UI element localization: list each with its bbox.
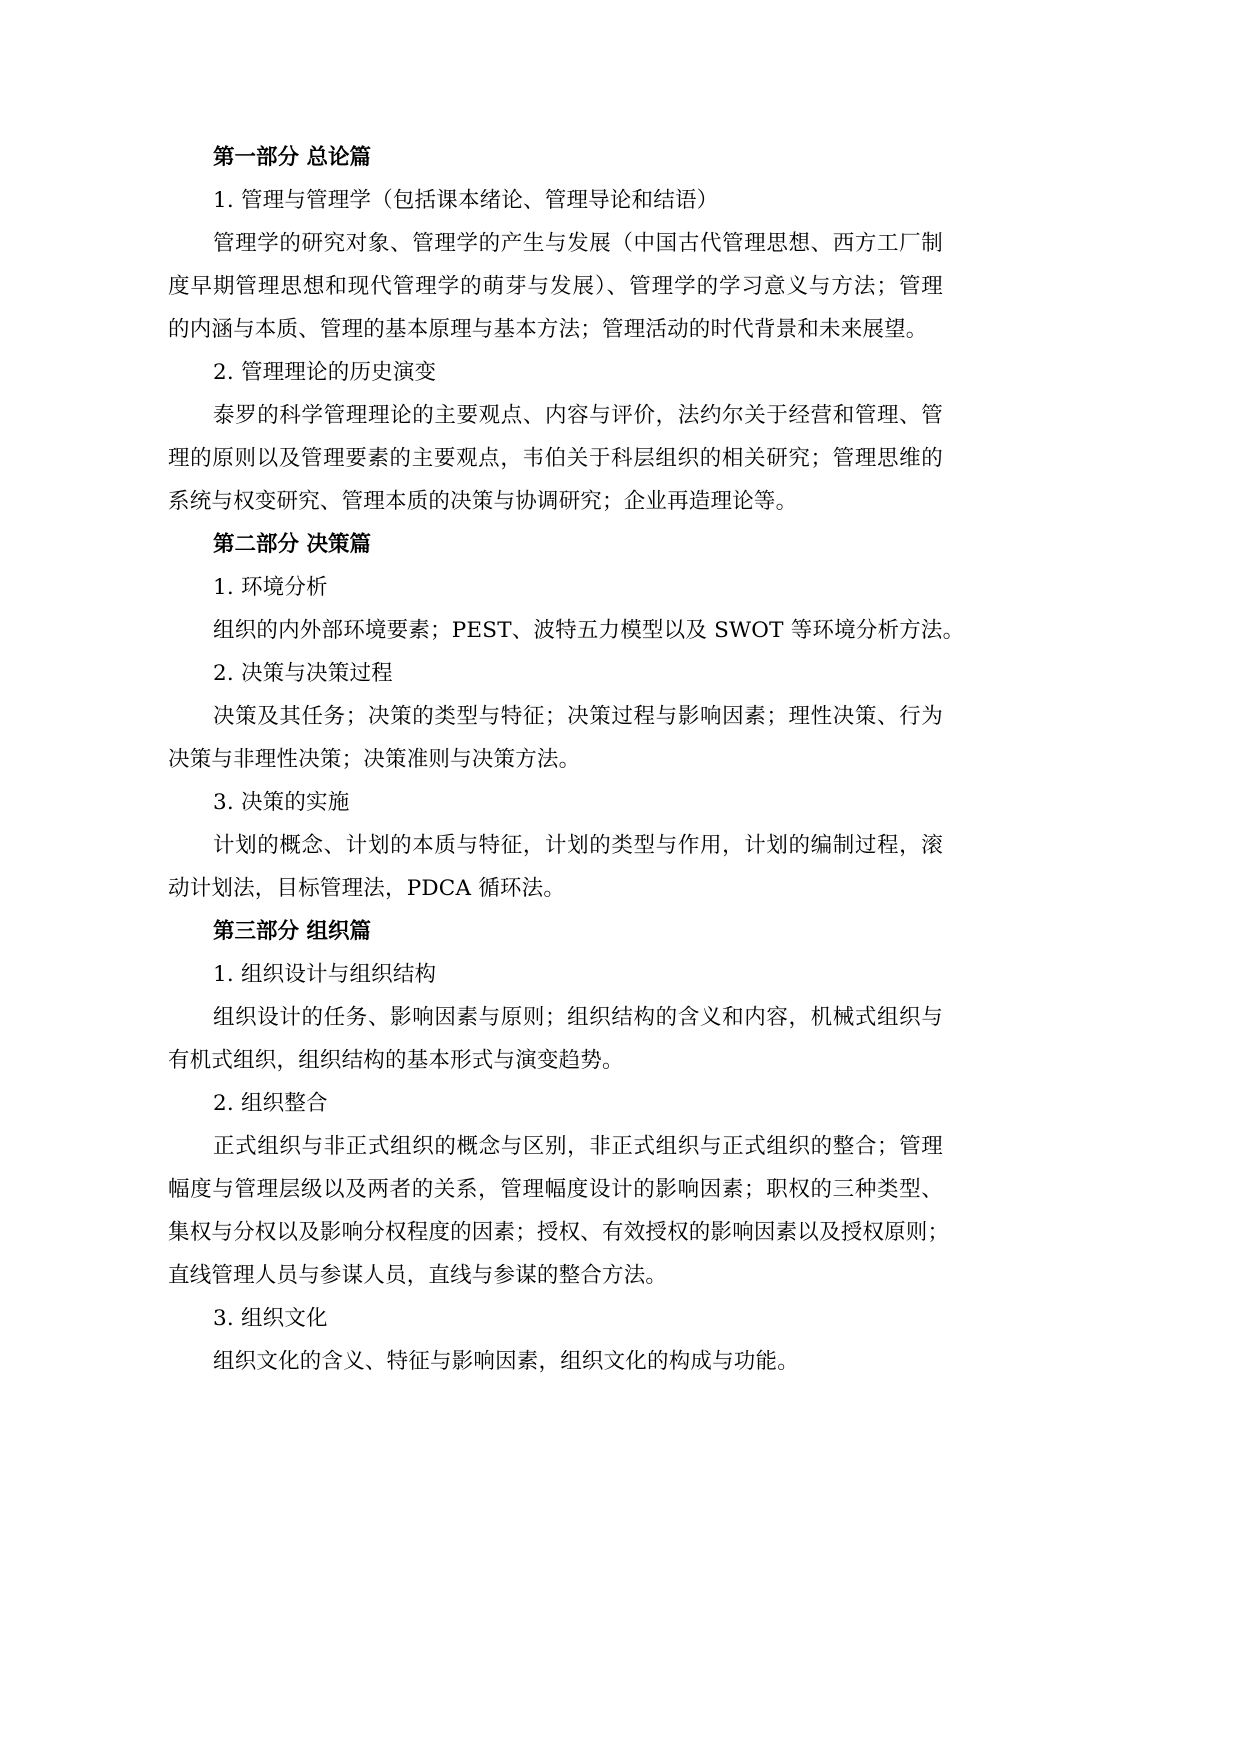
item-organization-culture <box>168 1297 943 1383</box>
item-history-of-management-theory <box>168 351 943 523</box>
item-paragraph <box>168 222 943 351</box>
item-paragraph <box>168 996 943 1082</box>
paragraph-line: 组织的内外部环境要素；PEST、波特五力模型以及 SWOT 等环境分析方法。 <box>213 618 965 643</box>
paragraph-line: 的内涵与本质、管理的基本原理与基本方法；管理活动的时代背景和未来展望。 <box>168 317 928 342</box>
item-organization-integration <box>168 1082 950 1297</box>
paragraph-line: 集权与分权以及影响分权程度的因素；授权、有效授权的影响因素以及授权原则； <box>168 1220 950 1245</box>
paragraph-line: 组织文化的含义、特征与影响因素，组织文化的构成与功能。 <box>213 1349 799 1374</box>
paragraph-line: 直线管理人员与参谋人员，直线与参谋的整合方法。 <box>168 1263 668 1288</box>
paragraph-line: 泰罗的科学管理理论的主要观点、内容与评价，法约尔关于经营和管理、管 <box>213 403 943 428</box>
item-organization-design <box>168 953 943 1082</box>
paragraph-line: 理的原则以及管理要素的主要观点，韦伯关于科层组织的相关研究；管理思维的 <box>168 446 943 471</box>
item-heading: 3. 组织文化 <box>213 1306 328 1331</box>
item-paragraph <box>168 695 943 781</box>
paragraph-line: 度早期管理思想和现代管理学的萌芽与发展）、管理学的学习意义与方法；管理 <box>168 274 943 299</box>
item-decision-process <box>168 652 943 781</box>
item-environment-analysis <box>168 566 965 652</box>
section-organization <box>168 910 950 1383</box>
item-heading: 2. 决策与决策过程 <box>213 661 393 686</box>
paragraph-line: 决策及其任务；决策的类型与特征；决策过程与影响因素；理性决策、行为 <box>213 704 943 729</box>
item-paragraph <box>168 824 943 910</box>
paragraph-line: 有机式组织，组织结构的基本形式与演变趋势。 <box>168 1048 624 1073</box>
item-paragraph <box>168 394 943 523</box>
item-heading: 2. 管理理论的历史演变 <box>213 360 437 385</box>
item-heading: 1. 管理与管理学（包括课本绪论、管理导论和结语） <box>213 188 719 213</box>
paragraph-line: 计划的概念、计划的本质与特征，计划的类型与作用，计划的编制过程，滚 <box>213 833 943 858</box>
item-heading: 2. 组织整合 <box>213 1091 328 1116</box>
paragraph-line: 管理学的研究对象、管理学的产生与发展（中国古代管理思想、西方工厂制 <box>213 231 943 256</box>
paragraph-line: 系统与权变研究、管理本质的决策与协调研究；企业再造理论等。 <box>168 489 798 514</box>
item-paragraph <box>168 1125 950 1297</box>
section-decision <box>168 523 965 910</box>
paragraph-line: 幅度与管理层级以及两者的关系，管理幅度设计的影响因素；职权的三种类型、 <box>168 1177 943 1202</box>
paragraph-line: 动计划法，目标管理法，PDCA 循环法。 <box>168 876 566 901</box>
item-paragraph <box>168 1340 943 1383</box>
section-title: 第三部分 组织篇 <box>213 919 371 944</box>
item-heading: 3. 决策的实施 <box>213 790 350 815</box>
item-heading: 1. 组织设计与组织结构 <box>213 962 437 987</box>
item-heading: 1. 环境分析 <box>213 575 328 600</box>
section-title: 第一部分 总论篇 <box>213 145 371 170</box>
section-title: 第二部分 决策篇 <box>213 532 371 557</box>
item-decision-implementation <box>168 781 943 910</box>
paragraph-line: 决策与非理性决策；决策准则与决策方法。 <box>168 747 581 772</box>
paragraph-line: 组织设计的任务、影响因素与原则；组织结构的含义和内容，机械式组织与 <box>213 1005 943 1030</box>
item-paragraph <box>168 609 965 652</box>
item-management-and-management-science <box>168 179 943 351</box>
section-general <box>168 136 943 523</box>
paragraph-line: 正式组织与非正式组织的概念与区别，非正式组织与正式组织的整合；管理 <box>213 1134 943 1159</box>
document-page <box>168 136 965 1383</box>
